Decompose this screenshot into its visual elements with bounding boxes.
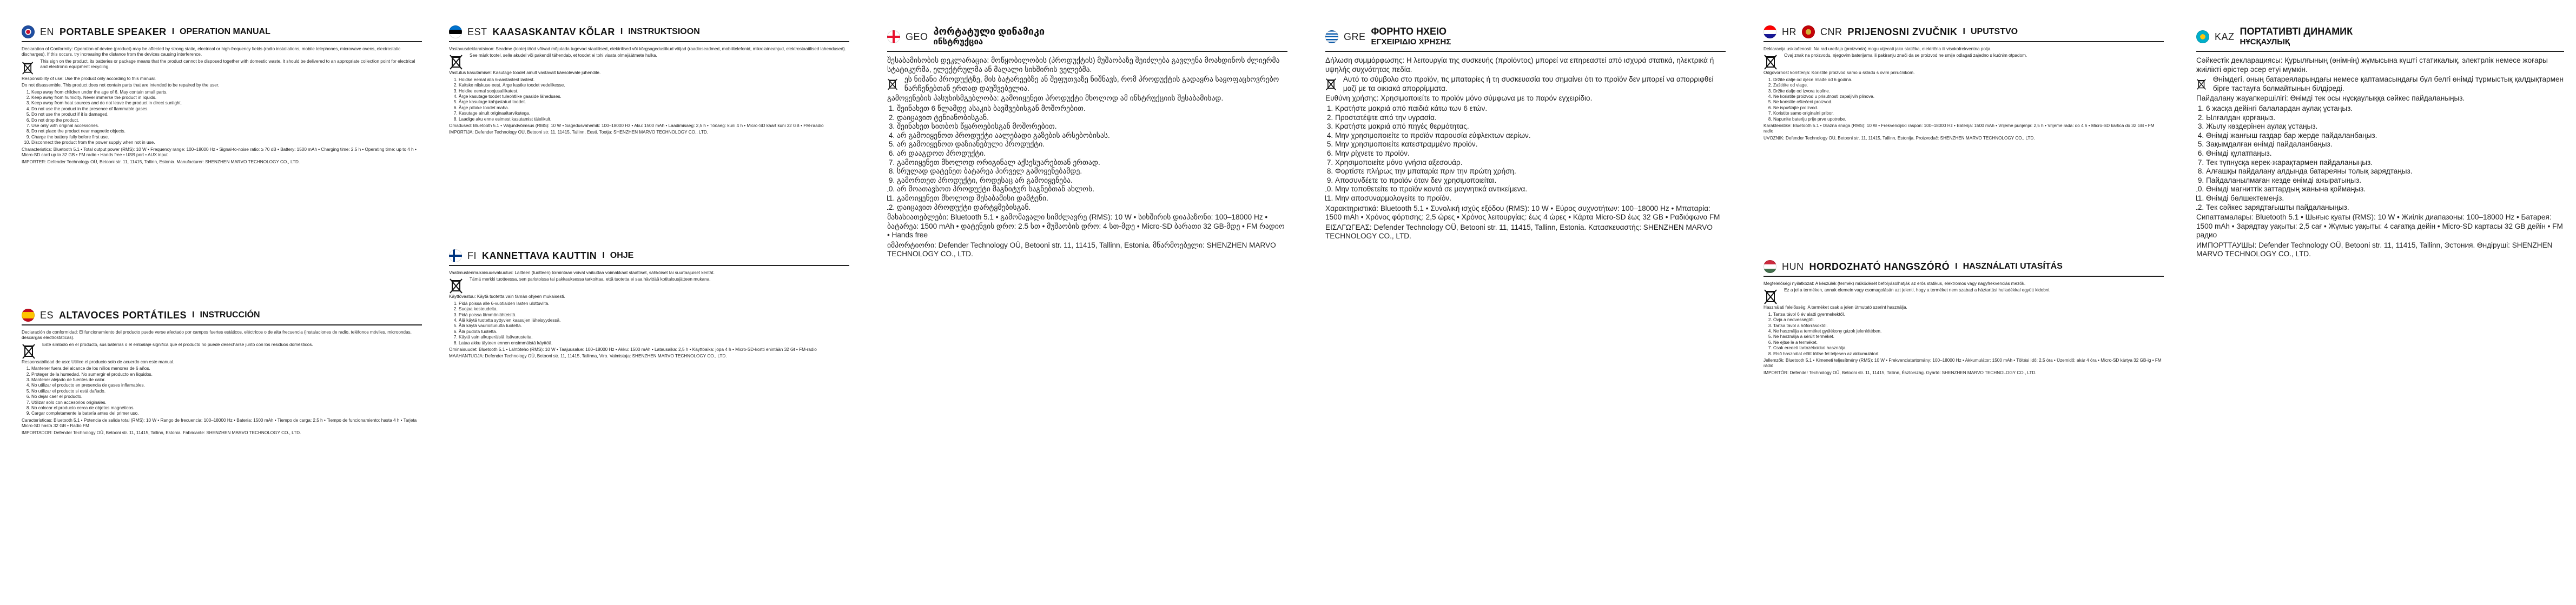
safety-list [449, 301, 849, 346]
characteristics-text: Jellemzők: Bluetooth 5.1 • Kimeneti teljesítmény (RMS): 10 W • Frekvenciatartomány: 100–18000 Hz • Akkumulátor: 1500 mAh • Töltési idő: 2,5 óra • Üzemidő: akár 4 óra • Micro-SD kártya 32 GB-ig • FM rádió [1763, 358, 2162, 369]
safety-list-item: 9. Charge the battery fully before first use. [31, 135, 422, 140]
responsibility-text: Käyttövastuu: Käytä tuotetta vain tämän ohjeen mukaisesti. [449, 294, 565, 300]
safety-list-item: 10. Μην τοποθετείτε το προϊόν κοντά σε μαγνητικά αντικείμενα. [1335, 185, 1726, 194]
crossed-bin-icon [449, 54, 463, 70]
safety-list-item: 4. Ne koristite proizvod u prisutnosti zapaljivih plinova. [1773, 94, 2164, 99]
safety-list [1325, 104, 1726, 203]
importer-text: IMPORTER: Defender Technology OÜ, Betooni str. 11, 11415, Tallinn, Estonia. Manufacturer: SHENZHEN MARVO TECHNOLOGY CO., LTD. [22, 159, 300, 164]
safety-list-item: 4. Do not use the product in the presence of flammable gases. [31, 107, 422, 112]
section-title-block [934, 26, 1045, 48]
safety-list [22, 90, 422, 146]
safety-list-item: 6. Ne ispuštajte proizvod. [1773, 105, 2164, 111]
safety-list-item: 11. გამოიყენეთ მხოლოდ შესაბამისი დამტენი. [897, 194, 1287, 203]
safety-list-item: 2. Proteger de la humedad. No sumergir el producto en líquidos. [31, 372, 422, 377]
flag-ee-icon [449, 25, 462, 38]
safety-list-item: 6. Ne ejtse le a terméket. [1773, 340, 2164, 345]
language-code: EST [467, 26, 487, 37]
language-code: GEO [906, 31, 928, 42]
safety-list-item: 11. Өнімді бөлшектемеңіз. [2206, 194, 2564, 203]
section-title: KANNETTAVA KAUTTIN [482, 250, 597, 261]
safety-list-item: 7. Kasutage ainult originaaltarvikutega. [459, 111, 849, 116]
recycling-note [1763, 288, 2164, 305]
column-en-es [22, 22, 422, 595]
safety-list-item: 4. Älä käytä tuotetta syttyvien kaasujen läheisyydessä. [459, 318, 849, 323]
declaration-text: Declaración de conformidad: El funcionamiento del producto puede verse afectado por campos fuertes estáticos, eléctricos o de alta frecuencia (instalaciones de radio, teléfonos móviles, microondas, descargas electrostáticas). [22, 330, 412, 341]
safety-list [1763, 77, 2164, 122]
safety-list-item: 5. Ne használja a sérült terméket. [1773, 334, 2164, 340]
safety-list [449, 77, 849, 122]
safety-list-item: 1. Tartsa távol 6 év alatti gyermekektől. [1773, 312, 2164, 317]
importer-text: UVOZNIK: Defender Technology OÜ, Betooni str. 11, 11415, Tallinn, Estonija. Proizvođač: SHENZHEN MARVO TECHNOLOGY CO., LTD. [1763, 135, 2035, 141]
safety-list-item: 10. Disconnect the product from the power supply when not in use. [31, 140, 422, 145]
flag-me-icon [1802, 25, 1815, 38]
section-est [449, 25, 849, 236]
disassembly-text: Do not disassemble. This product does not contain parts that are intended to be repaired by the user. [22, 83, 220, 88]
declaration-text: Declaration of Conformity: Operation of device (product) may be affected by strong static, electrical or high-frequency fields (radio installations, mobile telephones, microwave ovens, electrostatic discharges). If this occurs, try increasing the distance from the devices causing interference. [22, 46, 401, 57]
section-subtitle: INSTRUKTSIOON [628, 27, 700, 36]
recycling-text: Ovaj znak na proizvodu, njegovim baterijama ili pakiranju znači da se proizvod ne smije odlagati zajedno s kućnim otpadom. [1784, 53, 2027, 58]
language-code: HR [1782, 26, 1796, 37]
crossed-bin-icon [1763, 54, 1778, 70]
safety-list-item: 4. Ne használja a terméket gyúlékony gázok jelenlétében. [1773, 329, 2164, 334]
safety-list-item: 3. Pidä poissa lämmönlähteistä. [459, 313, 849, 318]
responsibility-text: გამოყენების პასუხისმგებლობა: გამოიყენეთ პროდუქტი მხოლოდ ამ ინსტრუქციის შესაბამისად. [887, 94, 1224, 103]
column-est-fi [449, 22, 849, 595]
safety-list [22, 366, 422, 417]
language-code: GRE [1344, 31, 1366, 42]
declaration-text: Δήλωση συμμόρφωσης: Η λειτουργία της συσκευής (προϊόντος) μπορεί να επηρεαστεί από ισχυρά στατικά, ηλεκτρικά ή υψηλής συχνότητας πεδία. [1325, 56, 1714, 74]
safety-list-item: 3. Tartsa távol a hőforrásoktól. [1773, 323, 2164, 329]
safety-list-item: 1. შეინახეთ 6 წლამდე ასაკის ბავშვებისგან მოშორებით. [897, 104, 1287, 114]
section-hun [1763, 260, 2164, 589]
title-separator: I [1955, 262, 1958, 271]
language-code-secondary: CNR [1820, 26, 1842, 37]
section-fi [449, 249, 849, 589]
flag-kz-icon [2196, 30, 2209, 43]
section-body [887, 56, 1287, 259]
safety-list-item: 5. Зақымдалған өнімді пайдаланбаңыз. [2206, 140, 2564, 149]
safety-list-item: 6. Өнімді құлатпаңыз. [2206, 149, 2564, 158]
language-code: KAZ [2215, 31, 2235, 42]
section-title: HORDOZHATÓ HANGSZÓRÓ [1809, 261, 1950, 272]
safety-list [1763, 312, 2164, 357]
safety-list-item: 5. არ გამოიყენოთ დაზიანებული პროდუქტი. [897, 140, 1287, 149]
section-body [449, 46, 849, 136]
safety-list-item: 8. Napunite bateriju prije prve upotrebe. [1773, 117, 2164, 122]
declaration-text: Vastavusdeklaratsioon: Seadme (toote) tööd võivad mõjutada tugevad staatilised, elektrilised või kõrgsageduslikud väljad (raadioseadmed, mobiiltelefonid, mikrolaineahjud, elektrostaatilised lahendused). [449, 46, 846, 51]
recycling-text: ეს ნიშანი პროდუქტზე, მის ბატარეებზე ან შეფუთვაზე ნიშნავს, რომ პროდუქტის გადაყრა საყოფაცხოვრებო ნარჩენებთან ერთად დაუშვებელია. [904, 75, 1279, 92]
section-title: პორტატული დინამიკი [933, 26, 1045, 37]
safety-list-item: 10. არ მოათავსოთ პროდუქტი მაგნიტურ საგნებთან ახლოს. [897, 185, 1287, 194]
safety-list-item: 1. Hoidke eemal alla 6-aastastest lastest. [459, 77, 849, 83]
section-title: ALTAVOCES PORTÁTILES [59, 309, 187, 321]
section-hr [1763, 25, 2164, 263]
crossed-bin-icon [887, 76, 898, 92]
declaration-text: Megfelelőségi nyilatkozat: A készülék (termék) működését befolyásolhatják az erős statikus, elektromos vagy nagyfrekvenciás mezők. [1763, 281, 2026, 286]
safety-list-item: 3. Držite dalje od izvora topline. [1773, 89, 2164, 94]
safety-list-item: 9. Cargar completamente la batería antes del primer uso. [31, 411, 422, 416]
safety-list-item: 7. Koristite samo originalni pribor. [1773, 111, 2164, 116]
recycling-text: Αυτό το σύμβολο στο προϊόν, τις μπαταρίες ή τη συσκευασία του σημαίνει ότι το προϊόν δεν μπορεί να απορριφθεί μαζί με τα οικιακά απορρίμματα. [1343, 75, 1714, 92]
section-body [1763, 46, 2164, 141]
section-title: ΦΟΡΗΤΟ ΗΧΕΙΟ [1371, 26, 1446, 37]
section-title: PRIJENOSNI ZVUČNIK [1847, 26, 1958, 37]
safety-list-item: 10. Өнімді магниттік заттардың жанына қоймаңыз. [2206, 185, 2564, 194]
language-code: HUN [1782, 261, 1804, 272]
flag-uk-icon [22, 25, 35, 38]
section-subtitle: HASZNÁLATI UTASÍTÁS [1963, 262, 2063, 271]
section-header [1763, 260, 2164, 277]
safety-list-item: 8. სრულად დატენეთ ბატარეა პირველ გამოყენებამდე. [897, 167, 1287, 176]
safety-list-item: 8. Lataa akku täyteen ennen ensimmäistä käyttöä. [459, 341, 849, 346]
section-title: KAASASKANTAV KÕLAR [492, 26, 615, 37]
safety-list-item: 7. Käytä vain alkuperäisiä lisävarusteita. [459, 335, 849, 340]
safety-list-item: 8. Első használat előtt töltse fel teljesen az akkumulátort. [1773, 351, 2164, 357]
declaration-text: შესაბამისობის დეკლარაცია: მოწყობილობის (პროდუქტის) მუშაობაზე შეიძლება გავლენა მოახდინოს ძლიერმა სტატიკურმა, ელექტრულმა ან მაღალი სიხშირის ველებმა. [887, 56, 1280, 74]
section-subtitle: ინსტრუქცია [933, 37, 983, 46]
safety-list-item: 4. Ärge kasutage toodet tuleohtlike gaaside läheduses. [459, 94, 849, 99]
safety-list-item: 5. Μην χρησιμοποιείτε κατεστραμμένο προϊόν. [1335, 140, 1726, 149]
safety-list-item: 3. Жылу көздерінен аулақ ұстаңыз. [2206, 122, 2564, 131]
section-header [449, 25, 849, 42]
recycling-note [1763, 53, 2164, 70]
recycling-note [22, 59, 422, 76]
importer-text: IMPORTŐR: Defender Technology OÜ, Betooni str. 11, 11415, Tallinn, Észtország. Gyártó: SHENZHEN MARVO TECHNOLOGY CO., LTD. [1763, 370, 2037, 375]
section-body [22, 330, 422, 436]
safety-list-item: 4. Μην χρησιμοποιείτε το προϊόν παρουσία εύφλεκτων αερίων. [1335, 131, 1726, 141]
responsibility-text: Odgovornost korištenja: Koristite proizvod samo u skladu s ovim priručnikom. [1763, 70, 1915, 76]
safety-list-item: 7. Χρησιμοποιείτε μόνο γνήσια αξεσουάρ. [1335, 158, 1726, 168]
safety-list-item: 12. Тек сәйкес зарядтағышты пайдаланыңыз. [2206, 203, 2564, 212]
flag-es-icon [22, 309, 35, 322]
safety-list-item: 4. არ გამოიყენოთ პროდუქტი აალებადი გაზების არსებობისას. [897, 131, 1287, 141]
language-code: FI [467, 250, 477, 261]
declaration-text: Deklaracija usklađenosti: Na rad uređaja (proizvoda) mogu utjecati jaka statička, električna ili visokofrekventna polja. [1763, 46, 1992, 51]
safety-list-item: 7. Utilizar solo con accesorios originales. [31, 400, 422, 405]
responsibility-text: Használati felelősség: A terméket csak a jelen útmutató szerint használja. [1763, 305, 1907, 310]
recycling-text: Ez a jel a terméken, annak elemein vagy csomagolásán azt jelenti, hogy a terméket nem szabad a háztartási hulladékkal együtt kidobni. [1784, 288, 2051, 293]
safety-list-item: 3. Keep away from heat sources and do not leave the product in direct sunlight. [31, 101, 422, 106]
section-body [22, 46, 422, 165]
safety-list-item: 9. გამორთეთ პროდუქტი, როდესაც არ გამოიყენება. [897, 176, 1287, 185]
responsibility-text: Пайдалану жауапкершілігі: Өнімді тек осы нұсқаулыққа сәйкес пайдаланыңыз. [2196, 94, 2465, 103]
section-subtitle: ΕΓΧΕΙΡΙΔΙΟ ΧΡΗΣΗΣ [1371, 37, 1451, 46]
characteristics-text: Characteristics: Bluetooth 5.1 • Total output power (RMS): 10 W • Frequency range: 100–18000 Hz • Signal-to-noise ratio: ≥ 70 dB • Battery: 1500 mAh • Charging time: 2.5 h • Operating time: up to 4 h • Micro-SD card up to 32 GB • FM radio • Hands free • USB port • AUX input [22, 147, 417, 158]
flag-hu-icon [1763, 260, 1776, 273]
characteristics-text: Χαρακτηριστικά: Bluetooth 5.1 • Συνολική ισχύς εξόδου (RMS): 10 W • Εύρος συχνοτήτων: 100–18000 Hz • Μπαταρία: 1500 mAh • Χρόνος φόρτισης: 2,5 ώρες • Χρόνος λειτουργίας: έως 4 ώρες • Κάρτα Micro-SD έως 32 GB • Ραδιόφωνο FM [1325, 204, 1720, 222]
section-header [449, 249, 849, 266]
safety-list-item: 6. Ärge pillake toodet maha. [459, 105, 849, 111]
safety-list-item: 7. გამოიყენეთ მხოლოდ ორიგინალ აქსესუარებთან ერთად. [897, 158, 1287, 168]
safety-list [2196, 104, 2564, 212]
safety-list-item: 1. Pidä poissa alle 6-vuotiaiden lasten ulottuvilta. [459, 301, 849, 307]
safety-list-item: 2. Ылғалдан қорғаңыз. [2206, 114, 2564, 123]
section-header [1763, 25, 2164, 42]
crossed-bin-icon [22, 60, 34, 76]
safety-list-item: 7. Use only with original accessories. [31, 123, 422, 129]
section-subtitle: OHJE [610, 251, 634, 260]
safety-list-item: 9. Пайдаланылмаған кезде өнімді ажыратыңыз. [2206, 176, 2564, 185]
responsibility-text: Vastutus kasutamisel: Kasutage toodet ainult vastavalt käesolevale juhendile. [449, 70, 601, 76]
title-separator: I [620, 27, 623, 36]
section-subtitle: OPERATION MANUAL [180, 27, 270, 36]
section-geo [887, 25, 1287, 593]
title-separator: I [192, 310, 195, 320]
characteristics-text: Ominaisuudet: Bluetooth 5.1 • Lähtöteho (RMS): 10 W • Taajuusalue: 100–18000 Hz • Akku: 1500 mAh • Latausaika: 2,5 h • Käyttöaika: jopa 4 h • Micro-SD-kortti enintään 32 Gt • FM-radio [449, 347, 817, 353]
column-kaz [2196, 22, 2564, 595]
safety-list-item: 1. Κρατήστε μακριά από παιδιά κάτω των 6 ετών. [1335, 104, 1726, 114]
column-gre [1325, 22, 1726, 595]
safety-list-item: 3. შეინახეთ სითბოს წყაროებისგან მოშორებით. [897, 122, 1287, 131]
crossed-bin-icon [449, 278, 463, 294]
safety-list-item: 1. Keep away from children under the age of 6. May contain small parts. [31, 90, 422, 95]
safety-list-item: 3. Mantener alejado de fuentes de calor. [31, 377, 422, 383]
section-kaz [2196, 25, 2564, 593]
safety-list-item: 1. Držite dalje od djece mlađe od 6 godina. [1773, 77, 2164, 83]
crossed-bin-icon [22, 343, 36, 360]
recycling-note [449, 53, 849, 70]
safety-list-item: 7. Csak eredeti tartozékokkal használja. [1773, 345, 2164, 351]
recycling-note [2196, 75, 2564, 94]
safety-list-item: 12. დაიცავით პროდუქტი დარტყმებისგან. [897, 203, 1287, 212]
safety-list-item: 1. Mantener fuera del alcance de los niños menores de 6 años. [31, 366, 422, 371]
responsibility-text: Responsabilidad de uso: Utilice el producto solo de acuerdo con este manual. [22, 359, 175, 364]
recycling-text: See märk tootel, selle akudel või pakendil tähendab, et toodet ei tohi visata olmejäätmete hulka. [470, 53, 657, 58]
declaration-text: Vaatimustenmukaisuusvakuutus: Laitteen (tuotteen) toimintaan voivat vaikuttaa voimakkaat staattiset, sähköiset tai suurtaajuiset kentät. [449, 270, 715, 275]
safety-list-item: 4. Өнімді жанғыш газдар бар жерде пайдаланбаңыз. [2206, 131, 2564, 141]
recycling-note [22, 342, 422, 360]
title-separator: I [602, 251, 605, 260]
safety-list-item: 6. Älä pudota tuotetta. [459, 329, 849, 335]
safety-list-item: 5. Ärge kasutage kahjustatud toodet. [459, 99, 849, 105]
recycling-text: Өнімдегі, оның батареяларындағы немесе қаптамасындағы бұл белгі өнімді тұрмыстық қалдықтармен бірге тастауға болмайтынын білдіреді. [2212, 75, 2564, 92]
safety-list-item: 6. No dejar caer el producto. [31, 394, 422, 400]
section-header [2196, 25, 2564, 52]
recycling-text: This sign on the product, its batteries or package means that the product cannot be disposed together with domestic waste. It should be delivered to an appropriate collection point for electrical and electronic equipment recycling. [40, 58, 415, 70]
importer-text: ΕΙΣΑΓΩΓΕΑΣ: Defender Technology OÜ, Betooni str. 11, 11415, Tallinn, Estonia. Κατασκευαστής: SHENZHEN MARVO TECHNOLOGY CO., LTD. [1325, 223, 1713, 241]
declaration-text: Сәйкестік декларациясы: Құрылғының (өнімнің) жұмысына күшті статикалық, электрлік немесе жоғары жиілікті өрістер әсер етуі мүмкін. [2196, 56, 2548, 74]
importer-text: ИМПОРТТАУШЫ: Defender Technology OÜ, Betooni str. 11, 11415, Tallinn, Эстония. Өндіруші: SHENZHEN MARVO TECHNOLOGY CO., LTD. [2196, 241, 2553, 258]
safety-list-item: 2. Προστατέψτε από την υγρασία. [1335, 114, 1726, 123]
characteristics-text: Omadused: Bluetooth 5.1 • Väljundvõimsus (RMS): 10 W • Sagedusvahemik: 100–18000 Hz • Aku: 1500 mAh • Laadimisaeg: 2,5 h • Tööaeg: kuni 4 h • Micro-SD kaart kuni 32 GB • FM-raadio [449, 123, 824, 129]
section-body [1763, 281, 2164, 376]
section-header [887, 25, 1287, 52]
safety-list-item: 8. Do not place the product near magnetic objects. [31, 129, 422, 134]
safety-list-item: 3. Hoidke eemal soojusallikatest. [459, 89, 849, 94]
importer-text: IMPORTIJA: Defender Technology OÜ, Betooni str. 11, 11415, Tallinn, Eesti. Tootja: SHENZHEN MARVO TECHNOLOGY CO., LTD. [449, 130, 709, 135]
characteristics-text: Сипаттамалары: Bluetooth 5.1 • Шығыс қуаты (RMS): 10 W • Жиілік диапазоны: 100–18000 Hz • Батарея: 1500 mAh • Зарядтау уақыты: 2,5 сағ • Жұмыс уақыты: 4 сағатқа дейін • Micro-SD картасы 32 GB дейін • FM радио [2196, 213, 2563, 240]
safety-list-item: 5. Ne koristite oštećeni proizvod. [1773, 99, 2164, 105]
language-code: EN [40, 26, 55, 37]
safety-list [887, 104, 1287, 212]
title-separator: I [1963, 27, 1965, 36]
flag-ge-icon [887, 30, 900, 43]
characteristics-text: Karakteristike: Bluetooth 5.1 • Izlazna snaga (RMS): 10 W • Frekvencijski raspon: 100–18000 Hz • Baterija: 1500 mAh • Vrijeme punjenja: 2,5 h • Vrijeme rada: do 4 h • Micro-SD kartica do 32 GB • FM radio [1763, 123, 2155, 134]
safety-list-item: 1. 6 жасқа дейінгі балалардан аулақ ұстаңыз. [2206, 104, 2564, 114]
safety-list-item: 2. Kaitske niiskuse eest. Ärge kastke toodet vedelikesse. [459, 83, 849, 88]
recycling-note [449, 277, 849, 294]
characteristics-text: მახასიათებლები: Bluetooth 5.1 • გამომავალი სიმძლავრე (RMS): 10 W • სიხშირის დიაპაზონი: 100–18000 Hz • ბატარეა: 1500 mAh • დატენვის დრო: 2.5 სთ • მუშაობის დრო: 4 სთ-მდე • Micro-SD ბარათი 32 GB-მდე • FM რადიო • Hands free [887, 213, 1285, 240]
section-title: ПОРТАТИВТІ ДИНАМИК [2240, 26, 2353, 37]
section-en [22, 25, 422, 306]
section-header [22, 25, 422, 42]
section-title: PORTABLE SPEAKER [60, 26, 167, 37]
section-header [1325, 25, 1726, 52]
importer-text: IMPORTADOR: Defender Technology OÜ, Betooni str. 11, 11415, Tallinn, Estonia. Fabricante: SHENZHEN MARVO TECHNOLOGY CO., LTD. [22, 430, 301, 435]
language-code: ES [40, 309, 54, 321]
recycling-note [887, 75, 1287, 94]
safety-list-item: 3. Κρατήστε μακριά από πηγές θερμότητας. [1335, 122, 1726, 131]
recycling-text: Tämä merkki tuotteessa, sen paristoissa tai pakkauksessa tarkoittaa, että tuotetta ei saa hävittää kotitalousjätteen mukana. [470, 277, 711, 282]
safety-list-item: 2. Óvja a nedvességtől. [1773, 317, 2164, 323]
recycling-note [1325, 75, 1726, 94]
section-es [22, 308, 422, 589]
recycling-text: Este símbolo en el producto, sus baterías o el embalaje significa que el producto no puede desecharse junto con los residuos domésticos. [42, 342, 313, 347]
section-body [1325, 56, 1726, 241]
responsibility-text: Responsibility of use: Use the product only according to this manual. [22, 76, 156, 81]
safety-list-item: 2. Keep away from humidity. Never immerse the product in liquids. [31, 95, 422, 101]
importer-text: იმპორტიორი: Defender Technology OÜ, Betooni str. 11, 11415, Tallinn, Estonia. მწარმოებელი: SHENZHEN MARVO TECHNOLOGY CO., LTD. [887, 241, 1276, 258]
safety-list-item: 2. დაიცავით ტენიანობისგან. [897, 114, 1287, 123]
section-body [2196, 56, 2564, 259]
flag-hr-icon [1763, 25, 1776, 38]
safety-list-item: 5. Älä käytä vaurioitunutta tuotetta. [459, 323, 849, 329]
safety-list-item: 8. Алғашқы пайдалану алдында батареяны толық зарядтаңыз. [2206, 167, 2564, 176]
safety-list-item: 7. Тек түпнұсқа керек-жарақтармен пайдаланыңыз. [2206, 158, 2564, 168]
safety-list-item: 6. არ დააგდოთ პროდუქტი. [897, 149, 1287, 158]
crossed-bin-icon [1325, 76, 1337, 92]
safety-list-item: 8. Laadige aku enne esimest kasutamist täielikult. [459, 117, 849, 122]
safety-list-item: 2. Suojaa kosteudelta. [459, 307, 849, 312]
safety-list-item: 2. Zaštitite od vlage. [1773, 83, 2164, 88]
safety-list-item: 9. Αποσυνδέετε το προϊόν όταν δεν χρησιμοποιείται. [1335, 176, 1726, 185]
importer-text: MAAHANTUOJA: Defender Technology OÜ, Betooni str. 11, 11415, Tallinna, Viro. Valmistaja: SHENZHEN MARVO TECHNOLOGY CO., LTD. [449, 354, 727, 359]
section-header [22, 308, 422, 325]
title-separator: I [171, 27, 175, 36]
crossed-bin-icon [1763, 289, 1778, 305]
safety-list-item: 8. No colocar el producto cerca de objetos magnéticos. [31, 405, 422, 411]
section-gre [1325, 25, 1726, 593]
section-subtitle: INSTRUCCIÓN [200, 310, 260, 320]
flag-gr-icon [1325, 30, 1338, 43]
safety-list-item: 5. No utilizar el producto si está dañado. [31, 389, 422, 394]
safety-list-item: 6. Μην ρίχνετε το προϊόν. [1335, 149, 1726, 158]
safety-list-item: 4. No utilizar el producto en presencia de gases inflamables. [31, 383, 422, 388]
safety-list-item: 8. Φορτίστε πλήρως την μπαταρία πριν την πρώτη χρήση. [1335, 167, 1726, 176]
section-subtitle: НҰСҚАУЛЫҚ [2240, 37, 2290, 46]
crossed-bin-icon [2196, 76, 2207, 92]
flag-fi-icon [449, 249, 462, 262]
safety-list-item: 5. Do not use the product if it is damaged. [31, 112, 422, 117]
column-geo [887, 22, 1287, 595]
section-subtitle: UPUTSTVO [1970, 27, 2018, 36]
column-hr-hun [1763, 22, 2164, 595]
characteristics-text: Características: Bluetooth 5.1 • Potencia de salida total (RMS): 10 W • Rango de frecuencia: 100–18000 Hz • Batería: 1500 mAh • Tiempo de carga: 2,5 h • Tiempo de funcionamiento: hasta 4 h • Tarjeta Micro-SD hasta 32 GB • Radio FM [22, 417, 417, 429]
safety-list-item: 11. Μην αποσυναρμολογείτε το προϊόν. [1335, 194, 1726, 203]
section-body [449, 270, 849, 360]
responsibility-text: Ευθύνη χρήσης: Χρησιμοποιείτε το προϊόν μόνο σύμφωνα με το παρόν εγχειρίδιο. [1325, 94, 1593, 103]
safety-list-item: 6. Do not drop the product. [31, 118, 422, 123]
section-title-block [2240, 26, 2353, 48]
section-title-block [1371, 26, 1451, 48]
